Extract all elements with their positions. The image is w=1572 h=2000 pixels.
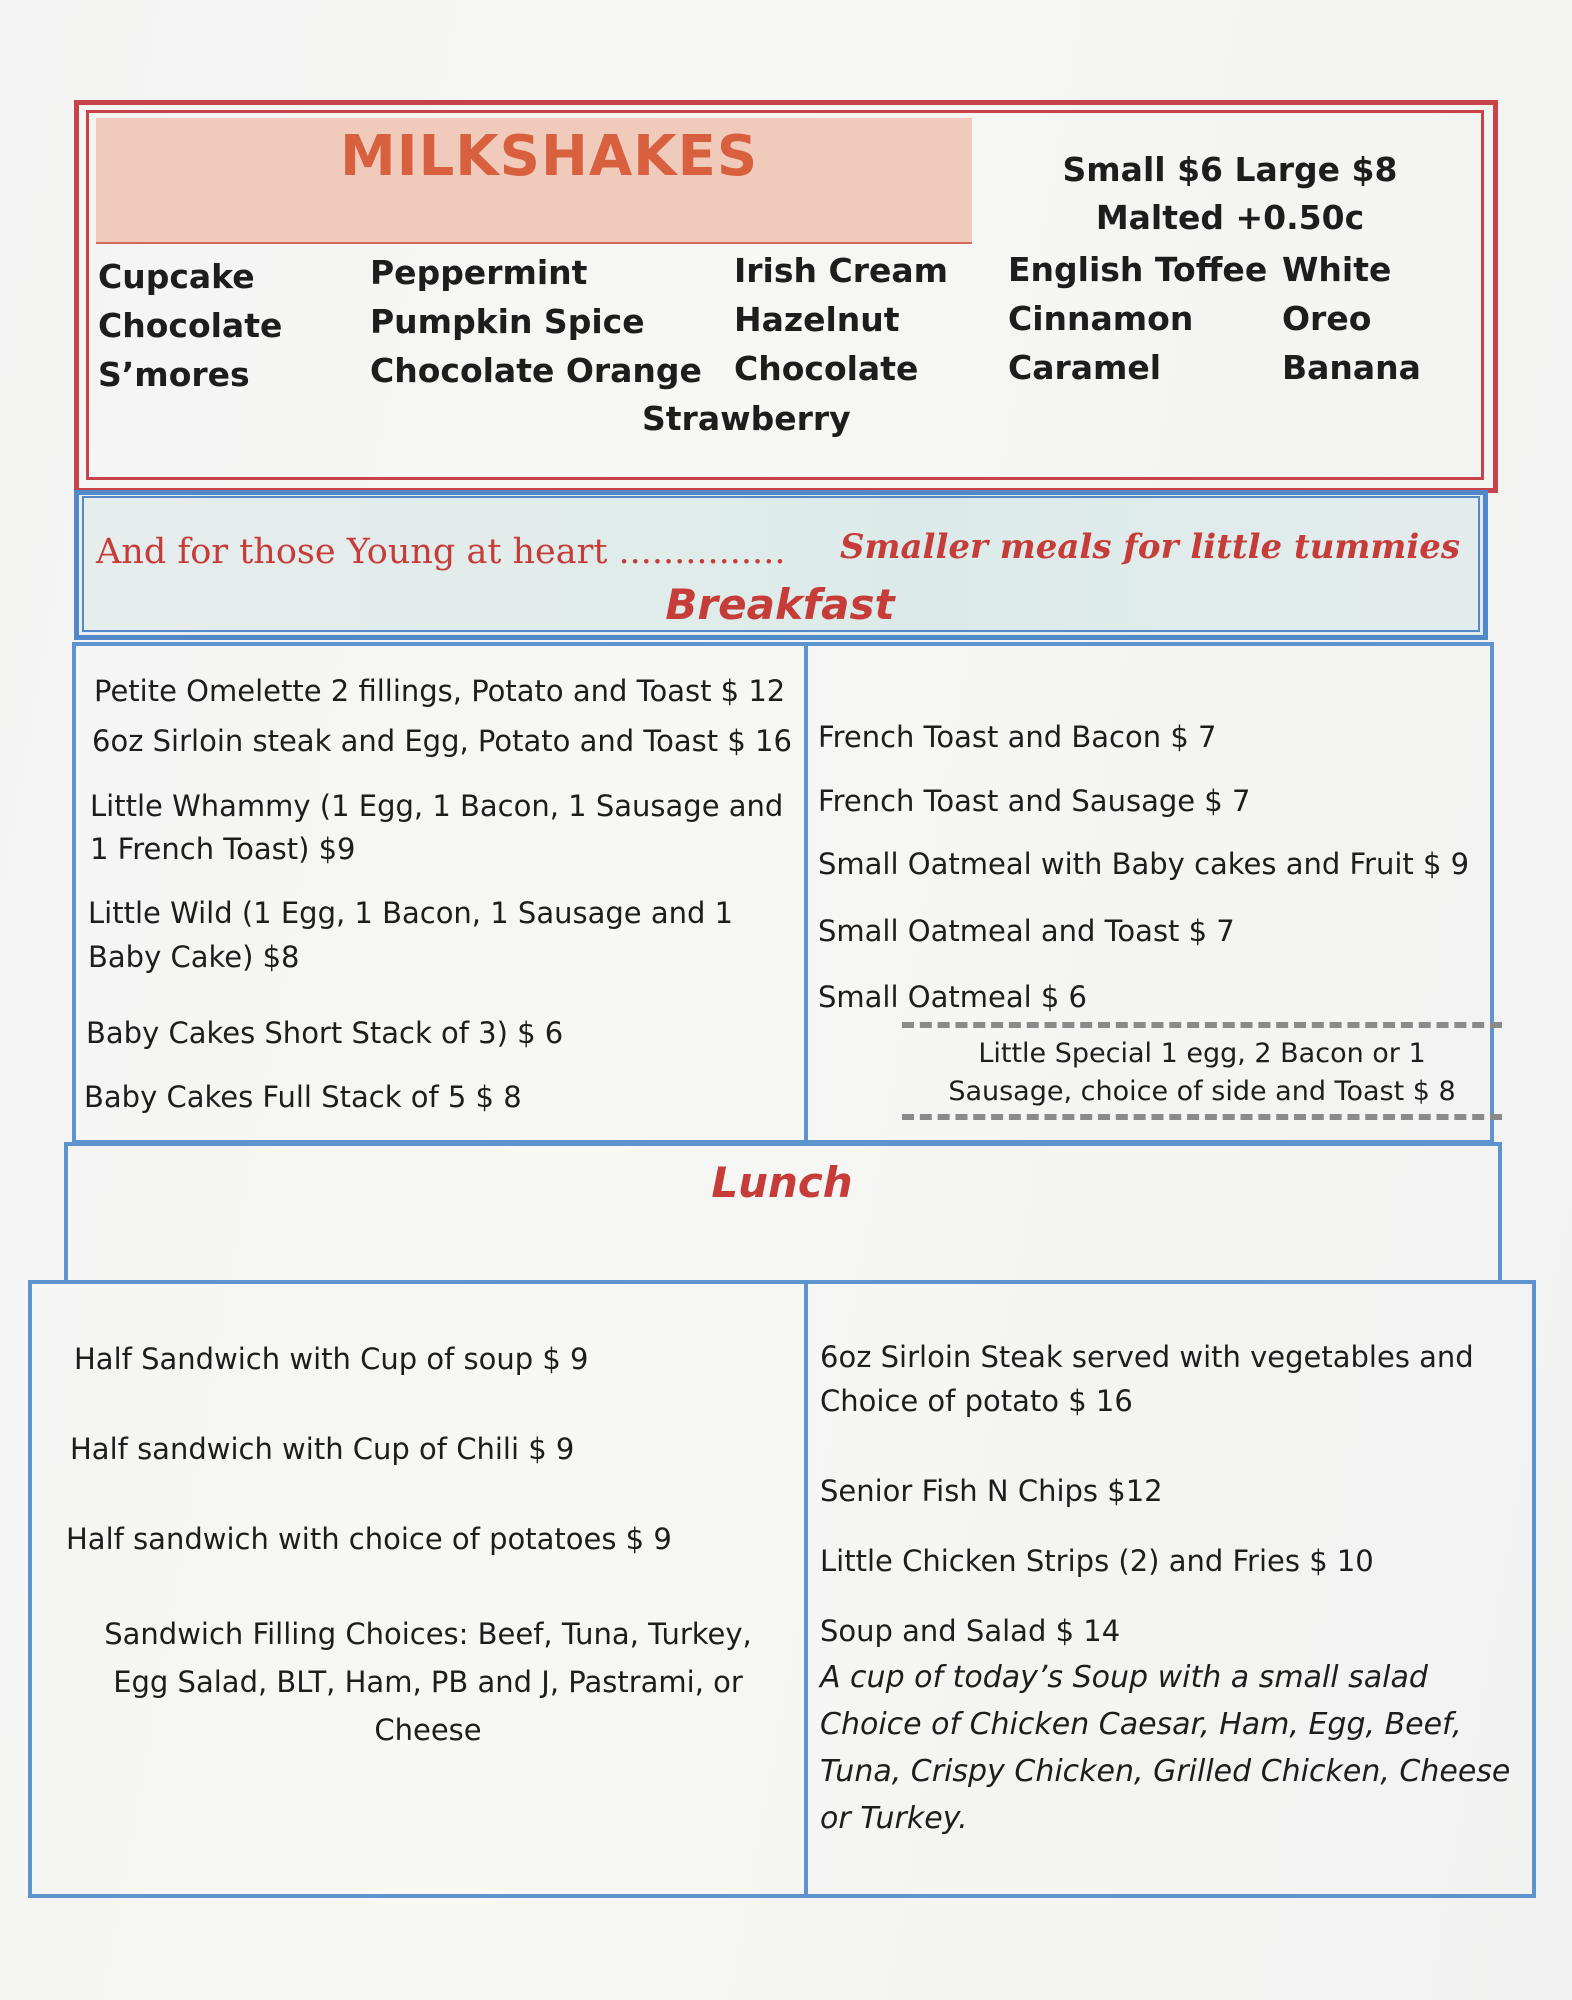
fillings-line: Sandwich Filling Choices: Beef, Tuna, Turkey, — [104, 1617, 752, 1651]
flavor-item: White — [1282, 250, 1392, 289]
flavor-item: English Toffee — [1008, 250, 1268, 289]
menu-item: Half Sandwich with Cup of soup $ 9 — [74, 1342, 589, 1376]
menu-item: 1 French Toast) $9 — [90, 832, 356, 866]
menu-item: Small Oatmeal with Baby cakes and Fruit $ 9 — [818, 847, 1470, 881]
flavor-item: Chocolate — [734, 349, 919, 388]
price-line-2: Malted +0.50c — [1095, 198, 1365, 237]
flavor-item: Cinnamon — [1008, 299, 1194, 338]
price-line-1: Small $6 Large $8 — [1062, 150, 1398, 189]
menu-item: Small Oatmeal and Toast $ 7 — [818, 914, 1235, 948]
menu-item: Little Chicken Strips (2) and Fries $ 10 — [820, 1544, 1374, 1578]
menu-item: Soup and Salad $ 14 — [820, 1614, 1121, 1648]
description-line: Tuna, Crispy Chicken, Grilled Chicken, Cheese — [820, 1754, 1511, 1789]
flavor-column-2 — [370, 248, 702, 395]
lunch-heading: Lunch — [711, 1158, 853, 1207]
young-at-heart-text: And for those Young at heart ............... — [96, 532, 786, 572]
menu-item: Baby Cakes Short Stack of 3) $ 6 — [86, 1016, 564, 1050]
description-line: or Turkey. — [820, 1801, 968, 1836]
menu-item: Petite Omelette 2 fillings, Potato and Toast $ 12 — [94, 674, 786, 708]
sandwich-filling-choices — [48, 1610, 808, 1754]
little-special-text — [912, 1035, 1492, 1111]
fillings-line: Cheese — [374, 1713, 482, 1747]
menu-item: Small Oatmeal $ 6 — [818, 980, 1087, 1014]
menu-item: Little Wild (1 Egg, 1 Bacon, 1 Sausage and 1 — [88, 896, 734, 930]
flavor-column-1 — [98, 252, 282, 399]
milkshakes-prices — [1020, 146, 1440, 242]
milkshakes-title: MILKSHAKES — [340, 124, 759, 189]
menu-item: 6oz Sirloin Steak served with vegetables and — [820, 1340, 1474, 1374]
description-line: A cup of today’s Soup with a small salad — [820, 1660, 1428, 1695]
menu-item: Half sandwich with Cup of Chili $ 9 — [70, 1432, 575, 1466]
menu-item: French Toast and Bacon $ 7 — [818, 720, 1217, 754]
little-tummies-text: Smaller meals for little tummies — [840, 527, 1461, 567]
flavor-column-3 — [734, 246, 948, 393]
flavor-item-strawberry: Strawberry — [642, 399, 851, 438]
menu-item: Choice of potato $ 16 — [820, 1384, 1133, 1418]
special-line-2: Sausage, choice of side and Toast $ 8 — [948, 1076, 1456, 1107]
flavor-item: Pumpkin Spice — [370, 302, 645, 341]
flavor-item: S’mores — [98, 355, 250, 394]
flavor-column-4 — [1008, 245, 1267, 392]
breakfast-heading: Breakfast — [665, 580, 895, 629]
soup-salad-description — [820, 1654, 1510, 1842]
menu-item: Baby Cake) $8 — [88, 940, 300, 974]
flavor-item: Chocolate — [98, 306, 283, 345]
menu-item: Senior Fish N Chips $12 — [820, 1474, 1163, 1508]
flavor-item: Hazelnut — [734, 300, 900, 339]
fillings-line: Egg Salad, BLT, Ham, PB and J, Pastrami, or — [113, 1665, 743, 1699]
flavor-item: Banana — [1282, 348, 1421, 387]
flavor-column-5 — [1282, 245, 1421, 392]
flavor-item: Irish Cream — [734, 251, 949, 290]
special-line-1: Little Special 1 egg, 2 Bacon or 1 — [978, 1038, 1426, 1069]
flavor-item: Peppermint — [370, 253, 588, 292]
flavor-item: Oreo — [1282, 299, 1372, 338]
menu-item: Baby Cakes Full Stack of 5 $ 8 — [84, 1080, 522, 1114]
menu-item: French Toast and Sausage $ 7 — [818, 784, 1251, 818]
flavor-item: Cupcake — [98, 257, 255, 296]
description-line: Choice of Chicken Caesar, Ham, Egg, Beef, — [820, 1707, 1462, 1742]
flavor-item: Chocolate Orange — [370, 351, 702, 390]
flavor-item: Caramel — [1008, 348, 1162, 387]
menu-item: Half sandwich with choice of potatoes $ 9 — [66, 1522, 672, 1556]
menu-item: Little Whammy (1 Egg, 1 Bacon, 1 Sausage and — [90, 789, 784, 823]
menu-item: 6oz Sirloin steak and Egg, Potato and Toast $ 16 — [92, 724, 792, 758]
